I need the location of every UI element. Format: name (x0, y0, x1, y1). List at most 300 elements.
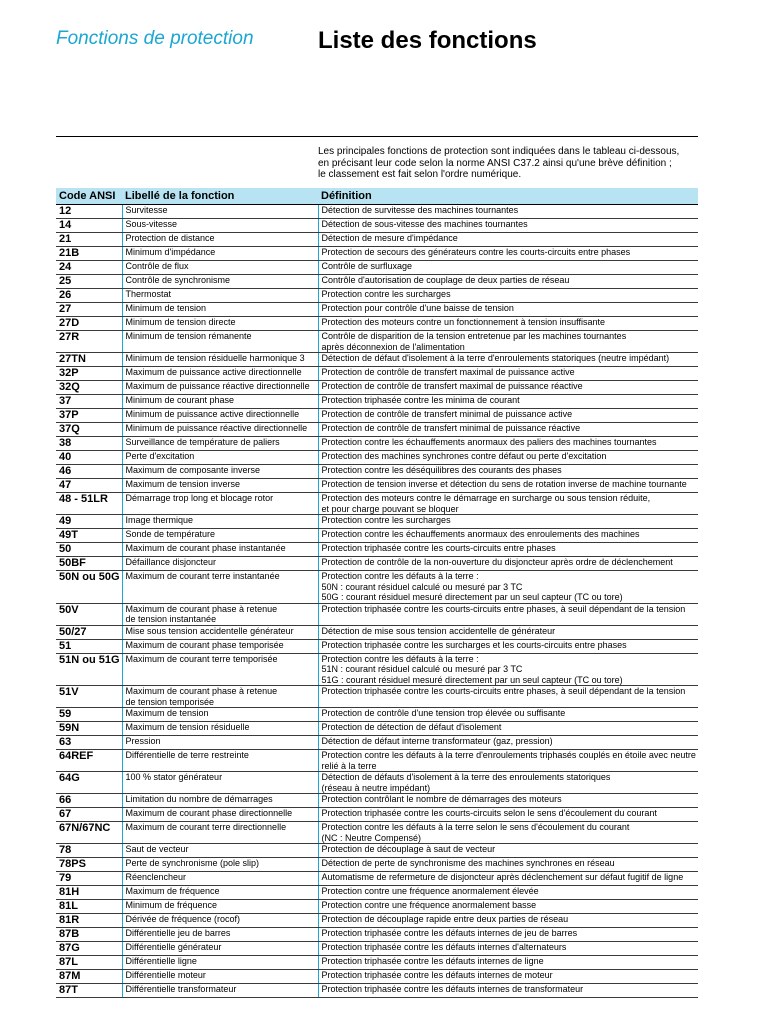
function-label-line: Maximum de tension (125, 708, 209, 718)
ansi-code: 50BF (56, 557, 122, 571)
function-definition-line: Protection de contrôle d'une tension trop élevée ou suffisante (321, 708, 566, 718)
function-definition-line: (réseau à neutre impédant) (321, 782, 431, 793)
table-row (56, 423, 698, 437)
function-definition (318, 984, 698, 998)
function-label-line: Contrôle de synchronisme (125, 275, 231, 285)
table-row (56, 353, 698, 367)
function-label-line: Démarrage trop long et blocage rotor (125, 493, 274, 503)
table-row (56, 942, 698, 956)
function-definition-line: Protection triphasée contre les défauts internes d'alternateurs (321, 942, 567, 952)
function-definition (318, 205, 698, 219)
table-row (56, 928, 698, 942)
function-definition-line: Protection pour contrôle d'une baisse de tension (321, 303, 514, 313)
function-definition-line: Détection de défaut d'isolement à la terre d'enroulements statoriques (neutre impédant) (321, 353, 670, 363)
table-row (56, 625, 698, 639)
function-label-line: Différentielle transformateur (125, 984, 237, 994)
ansi-code: 66 (56, 794, 122, 808)
table-row (56, 395, 698, 409)
function-definition-line: 50G : courant résiduel mesuré directement par un seul capteur (TC ou tore) (321, 592, 623, 602)
intro-line: le classement est fait selon l'ordre numérique. (318, 169, 522, 180)
ansi-code: 14 (56, 219, 122, 233)
function-label-line: Maximum de courant terre temporisée (125, 653, 278, 664)
ansi-code: 59 (56, 708, 122, 722)
function-label (122, 557, 318, 571)
function-label-line: Différentielle de terre restreinte (125, 750, 249, 760)
function-definition (318, 479, 698, 493)
function-label (122, 736, 318, 750)
table-row (56, 900, 698, 914)
ansi-code: 49 (56, 515, 122, 529)
function-definition (318, 956, 698, 970)
function-label (122, 639, 318, 653)
function-label-line: Différentielle jeu de barres (125, 928, 231, 938)
function-label-line: Perte de synchronisme (pole slip) (125, 858, 260, 868)
ansi-code: 37Q (56, 423, 122, 437)
ansi-code: 87T (56, 984, 122, 998)
table-row (56, 437, 698, 451)
function-label-line: Maximum de courant phase directionnelle (125, 808, 293, 818)
function-definition (318, 381, 698, 395)
function-definition (318, 928, 698, 942)
function-label (122, 395, 318, 409)
function-definition-line: Protection triphasée contre les minima de courant (321, 395, 520, 405)
function-label (122, 479, 318, 493)
column-header-label: Libellé de la fonction (122, 188, 318, 205)
table-row (56, 205, 698, 219)
table-row (56, 914, 698, 928)
ansi-code: 79 (56, 872, 122, 886)
function-label-line: Défaillance disjoncteur (125, 557, 217, 567)
function-label-line: Maximum de puissance réactive directionnelle (125, 381, 310, 391)
function-definition (318, 914, 698, 928)
table-row (56, 303, 698, 317)
ansi-code: 50V (56, 603, 122, 625)
ansi-code: 87L (56, 956, 122, 970)
function-definition (318, 423, 698, 437)
function-definition (318, 822, 698, 844)
function-definition (318, 275, 698, 289)
ansi-code: 81R (56, 914, 122, 928)
function-label (122, 772, 318, 794)
table-row (56, 956, 698, 970)
function-label (122, 367, 318, 381)
function-definition-line: Protection contre une fréquence anormalement élevée (321, 886, 539, 896)
ansi-code: 24 (56, 261, 122, 275)
ansi-code: 87G (56, 942, 122, 956)
function-label (122, 984, 318, 998)
function-definition (318, 493, 698, 515)
function-definition (318, 219, 698, 233)
table-row (56, 317, 698, 331)
function-label-line: Maximum de courant phase temporisée (125, 639, 284, 650)
function-label (122, 289, 318, 303)
function-label-line: Sous-vitesse (125, 219, 178, 229)
function-label (122, 423, 318, 437)
function-definition-line: Protection de contrôle de la non-ouverture du disjoncteur après ordre de déclenchement (321, 557, 673, 567)
function-definition (318, 900, 698, 914)
function-definition-line: Protection contre les défauts à la terre : (321, 653, 479, 664)
function-label-line: Minimum de fréquence (125, 900, 218, 910)
function-label-line: Maximum de tension inverse (125, 479, 241, 489)
ansi-code: 27R (56, 331, 122, 353)
function-definition (318, 557, 698, 571)
function-definition-line: Protection triphasée contre les défauts internes de moteur (321, 970, 553, 980)
function-label-line: Perte d'excitation (125, 451, 195, 461)
function-definition (318, 233, 698, 247)
table-row (56, 529, 698, 543)
intro-line: Les principales fonctions de protection sont indiquées dans le tableau ci-dessous, (318, 146, 680, 157)
table-row (56, 219, 698, 233)
function-definition-line: Détection de défaut interne transformateur (gaz, pression) (321, 736, 553, 746)
function-definition (318, 409, 698, 423)
function-label (122, 219, 318, 233)
function-label-line: de tension instantanée (125, 614, 217, 624)
function-label-line: Minimum de puissance réactive directionnelle (125, 423, 308, 433)
function-label-line: Image thermique (125, 515, 194, 525)
ansi-code: 64G (56, 772, 122, 794)
ansi-code: 87B (56, 928, 122, 942)
function-definition (318, 529, 698, 543)
function-label (122, 493, 318, 515)
function-label (122, 529, 318, 543)
table-row (56, 794, 698, 808)
table-row (56, 872, 698, 886)
table-row (56, 451, 698, 465)
ansi-code: 51V (56, 686, 122, 708)
function-definition-line: Détection de défauts d'isolement à la terre des enroulements statoriques (321, 772, 611, 782)
function-definition-line: Contrôle de disparition de la tension entretenue par les machines tournantes (321, 331, 627, 341)
function-label (122, 708, 318, 722)
function-definition-line: Protection de contrôle de transfert minimal de puissance réactive (321, 423, 581, 433)
ansi-code: 27 (56, 303, 122, 317)
table-row (56, 844, 698, 858)
ansi-code: 38 (56, 437, 122, 451)
function-label (122, 686, 318, 708)
table-row (56, 479, 698, 493)
ansi-code: 63 (56, 736, 122, 750)
function-label-line: Minimum de tension résiduelle harmonique 3 (125, 353, 305, 363)
function-label-line: Thermostat (125, 289, 172, 299)
function-label-line: Maximum de puissance active directionnelle (125, 367, 302, 377)
table-row (56, 275, 698, 289)
ansi-code: 78PS (56, 858, 122, 872)
table-row (56, 708, 698, 722)
table-header-row (56, 188, 698, 205)
function-definition (318, 451, 698, 465)
function-label (122, 970, 318, 984)
function-definition (318, 708, 698, 722)
function-label-line: Maximum de courant terre instantanée (125, 571, 280, 581)
function-label (122, 844, 318, 858)
function-label (122, 858, 318, 872)
function-definition (318, 603, 698, 625)
ansi-code: 32Q (56, 381, 122, 395)
ansi-code: 37 (56, 395, 122, 409)
function-definition-line: (NC : Neutre Compensé) (321, 832, 422, 843)
function-definition (318, 437, 698, 451)
function-definition (318, 571, 698, 604)
function-label (122, 543, 318, 557)
function-label-line: Différentielle générateur (125, 942, 222, 952)
column-header-definition: Définition (318, 188, 698, 205)
function-definition-line: Protection des machines synchrones contre défaut ou perte d'excitation (321, 451, 607, 461)
function-definition-line: Protection de contrôle de transfert minimal de puissance active (321, 409, 573, 419)
function-label-line: Différentielle moteur (125, 970, 206, 980)
function-label (122, 409, 318, 423)
table-row (56, 686, 698, 708)
function-label (122, 900, 318, 914)
table-row (56, 247, 698, 261)
ansi-code: 21 (56, 233, 122, 247)
function-definition (318, 289, 698, 303)
function-definition (318, 722, 698, 736)
table-row (56, 750, 698, 772)
function-definition-line: Protection contre une fréquence anormalement basse (321, 900, 537, 910)
function-definition-line: Protection contre les défauts à la terre : (321, 571, 479, 581)
function-definition-line: Protection de découplage à saut de vecteur (321, 844, 496, 854)
ansi-code: 50N ou 50G (56, 571, 122, 604)
ansi-code: 49T (56, 529, 122, 543)
table-row (56, 653, 698, 686)
function-definition (318, 353, 698, 367)
table-row (56, 722, 698, 736)
function-definition (318, 247, 698, 261)
function-definition (318, 858, 698, 872)
function-definition-line: Protection triphasée contre les défauts internes de ligne (321, 956, 544, 966)
table-row (56, 822, 698, 844)
function-label-line: Maximum de tension résiduelle (125, 722, 250, 732)
ansi-code: 25 (56, 275, 122, 289)
function-definition-line: Protection contre les échauffements anormaux des paliers des machines tournantes (321, 437, 657, 447)
function-definition-line: Protection de contrôle de transfert maximal de puissance active (321, 367, 575, 377)
function-definition (318, 261, 698, 275)
function-label-line: Maximum de courant phase à retenue (125, 686, 278, 696)
ansi-code: 12 (56, 205, 122, 219)
function-label-line: Maximum de courant terre directionnelle (125, 822, 287, 832)
function-label (122, 465, 318, 479)
function-label-line: Dérivée de fréquence (rocof) (125, 914, 241, 924)
table-row (56, 331, 698, 353)
ansi-code: 27TN (56, 353, 122, 367)
horizontal-rule (56, 136, 698, 137)
table-row (56, 465, 698, 479)
function-label (122, 381, 318, 395)
ansi-code: 59N (56, 722, 122, 736)
function-definition-line: Protection contre les déséquilibres des courants des phases (321, 465, 562, 475)
function-definition (318, 367, 698, 381)
function-label (122, 331, 318, 353)
ansi-code: 67 (56, 808, 122, 822)
function-definition (318, 736, 698, 750)
ansi-code: 87M (56, 970, 122, 984)
function-definition-line: Protection contre les défauts à la terre selon le sens d'écoulement du courant (321, 822, 630, 832)
function-definition (318, 625, 698, 639)
table-row (56, 367, 698, 381)
function-definition-line: Protection triphasée contre les courts-circuits entre phases (321, 543, 556, 553)
function-label (122, 942, 318, 956)
ansi-code: 50/27 (56, 625, 122, 639)
function-definition (318, 515, 698, 529)
function-definition (318, 331, 698, 353)
ansi-code: 32P (56, 367, 122, 381)
table-row (56, 381, 698, 395)
function-label-line: Minimum d'impédance (125, 247, 216, 257)
function-definition-line: Protection triphasée contre les surcharges et les courts-circuits entre phases (321, 639, 627, 650)
function-definition-line: 51N : courant résiduel calculé ou mesuré par 3 TC (321, 664, 523, 674)
function-definition (318, 465, 698, 479)
function-definition-line: Détection de sous-vitesse des machines tournantes (321, 219, 528, 229)
ansi-code: 37P (56, 409, 122, 423)
function-definition (318, 750, 698, 772)
table-row (56, 886, 698, 900)
ansi-code: 64REF (56, 750, 122, 772)
table-row (56, 808, 698, 822)
ansi-code: 51N ou 51G (56, 653, 122, 686)
function-label (122, 872, 318, 886)
function-label (122, 928, 318, 942)
function-label (122, 722, 318, 736)
function-label-line: Pression (125, 736, 161, 746)
function-definition (318, 317, 698, 331)
function-definition (318, 808, 698, 822)
function-label (122, 794, 318, 808)
ansi-code: 81L (56, 900, 122, 914)
page-title: Liste des fonctions (318, 27, 537, 54)
function-label (122, 317, 318, 331)
function-label (122, 205, 318, 219)
function-label (122, 886, 318, 900)
table-row (56, 858, 698, 872)
function-definition-line: Protection triphasée contre les défauts internes de transformateur (321, 984, 584, 994)
function-definition (318, 395, 698, 409)
function-definition-line: Protection contrôlant le nombre de démarrages des moteurs (321, 794, 562, 804)
function-label-line: Minimum de tension rémanente (125, 331, 252, 341)
function-definition-line: Détection de mise sous tension accidentelle de générateur (321, 625, 556, 636)
ansi-code: 46 (56, 465, 122, 479)
function-definition-line: Protection contre les surcharges (321, 289, 451, 299)
ansi-code: 26 (56, 289, 122, 303)
function-definition-line: après déconnexion de l'alimentation (321, 341, 465, 352)
function-definition-line: Protection contre les échauffements anormaux des enroulements des machines (321, 529, 640, 539)
function-label (122, 451, 318, 465)
function-definition (318, 970, 698, 984)
function-definition-line: Protection contre les surcharges (321, 515, 451, 525)
function-label (122, 261, 318, 275)
function-definition-line: 50N : courant résiduel calculé ou mesuré par 3 TC (321, 581, 523, 592)
function-definition-line: Automatisme de refermeture de disjoncteur après déclenchement sur défaut fugitif de ligne (321, 872, 684, 882)
function-definition-line: Protection de secours des générateurs contre les courts-circuits entre phases (321, 247, 631, 257)
function-definition (318, 886, 698, 900)
function-definition-line: Protection de découplage rapide entre deux parties de réseau (321, 914, 569, 924)
function-label-line: Minimum de tension directe (125, 317, 236, 327)
function-label-line: Maximum de composante inverse (125, 465, 261, 475)
function-label-line: Maximum de fréquence (125, 886, 220, 896)
function-label-line: Survitesse (125, 205, 168, 215)
table-row (56, 557, 698, 571)
function-definition (318, 794, 698, 808)
function-definition (318, 772, 698, 794)
function-definition-line: Protection de contrôle de transfert maximal de puissance réactive (321, 381, 583, 391)
intro-line: en précisant leur code selon la norme ANSI C37.2 ainsi qu'une brève définition ; (318, 157, 672, 169)
function-label (122, 956, 318, 970)
column-header-code: Code ANSI (56, 188, 122, 205)
function-definition-line: Protection triphasée contre les courts-circuits selon le sens d'écoulement du courant (321, 808, 657, 818)
function-definition-line: Protection de détection de défaut d'isolement (321, 722, 502, 732)
function-definition-line: 51G : courant résiduel mesuré directement par un seul capteur (TC ou tore) (321, 674, 623, 685)
function-label (122, 247, 318, 261)
ansi-code: 67N/67NC (56, 822, 122, 844)
table-row (56, 736, 698, 750)
ansi-code: 51 (56, 639, 122, 653)
function-label-line: Réenclencheur (125, 872, 187, 882)
function-definition-line: Détection de mesure d'impédance (321, 233, 458, 243)
function-label (122, 603, 318, 625)
function-definition (318, 942, 698, 956)
function-label (122, 571, 318, 604)
table-row (56, 543, 698, 557)
ansi-code: 78 (56, 844, 122, 858)
table-row (56, 571, 698, 604)
ansi-code: 81H (56, 886, 122, 900)
function-definition (318, 639, 698, 653)
function-definition (318, 872, 698, 886)
function-definition-line: relié à la terre (321, 760, 377, 771)
table-row (56, 970, 698, 984)
function-label (122, 275, 318, 289)
function-label (122, 808, 318, 822)
function-definition (318, 543, 698, 557)
table-row (56, 603, 698, 625)
function-label (122, 822, 318, 844)
function-label (122, 233, 318, 247)
table-row (56, 289, 698, 303)
function-definition-line: Détection de perte de synchronisme des machines synchrones en réseau (321, 858, 615, 868)
table-row (56, 772, 698, 794)
function-definition-line: Contrôle de surfluxage (321, 261, 413, 271)
function-label-line: Sonde de température (125, 529, 216, 539)
function-label-line: 100 % stator générateur (125, 772, 223, 782)
function-label (122, 353, 318, 367)
table-row (56, 261, 698, 275)
function-label-line: de tension temporisée (125, 696, 215, 707)
function-label-line: Maximum de courant phase instantanée (125, 543, 286, 553)
function-definition-line: Détection de survitesse des machines tournantes (321, 205, 519, 215)
function-definition (318, 844, 698, 858)
function-label-line: Contrôle de flux (125, 261, 189, 271)
function-definition-line: Protection triphasée contre les courts-circuits entre phases, à seuil dépendant de la tension (321, 603, 686, 614)
section-title: Fonctions de protection (56, 28, 254, 49)
function-definition-line: Contrôle d'autorisation de couplage de deux parties de réseau (321, 275, 570, 285)
table-row (56, 493, 698, 515)
intro-text (318, 146, 698, 181)
ansi-code: 40 (56, 451, 122, 465)
ansi-code: 50 (56, 543, 122, 557)
function-definition-line: Protection de tension inverse et détection du sens de rotation inverse de machine tournante (321, 479, 687, 489)
table-row (56, 639, 698, 653)
function-label-line: Différentielle ligne (125, 956, 197, 966)
table-row (56, 233, 698, 247)
function-label-line: Surveillance de température de paliers (125, 437, 280, 447)
function-definition-line: Protection triphasée contre les courts-circuits entre phases, à seuil dépendant de la tension (321, 686, 686, 696)
ansi-code: 47 (56, 479, 122, 493)
function-label (122, 653, 318, 686)
function-definition-line: Protection des moteurs contre un fonctionnement à tension insuffisante (321, 317, 606, 327)
ansi-code: 21B (56, 247, 122, 261)
function-definition (318, 653, 698, 686)
function-label-line: Minimum de tension (125, 303, 207, 313)
function-definition-line: Protection contre les défauts à la terre d'enroulements triphasés couplés en étoile avec neutre (321, 750, 696, 760)
function-label (122, 750, 318, 772)
